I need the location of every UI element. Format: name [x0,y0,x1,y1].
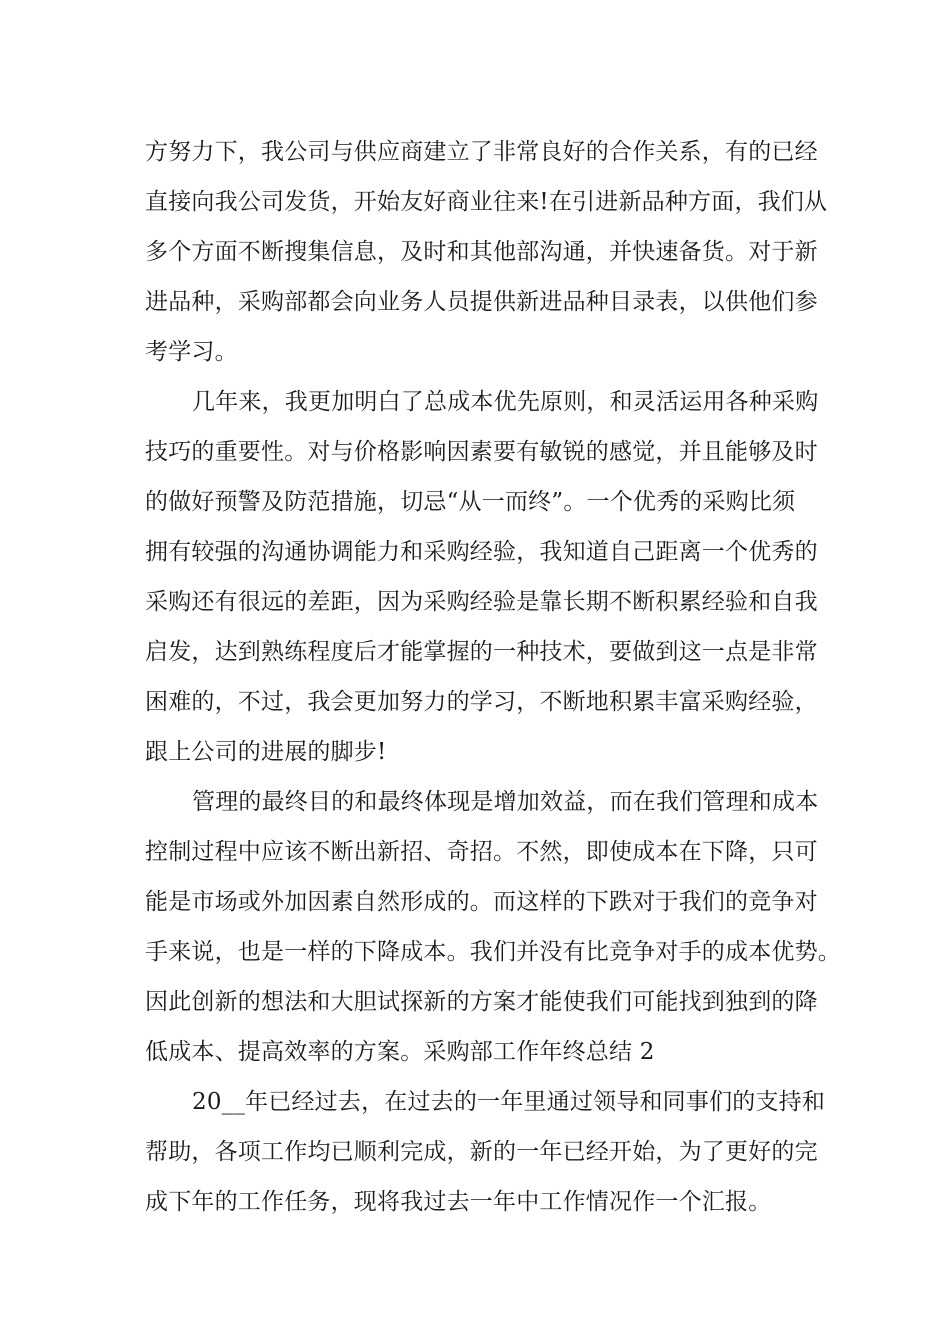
text-line: 控制过程中应该不断出新招、奇招。不然，即使成本在下降，只可 [145,839,818,865]
text-line: 方努力下，我公司与供应商建立了非常良好的合作关系，有的已经 [145,139,818,165]
text-line: 跟上公司的进展的脚步! [145,739,387,765]
text-line: 成下年的工作任务，现将我过去一年中工作情况作一个汇报。 [145,1189,772,1215]
text-line: 因此创新的想法和大胆试探新的方案才能使我们可能找到独到的降 [145,989,818,1015]
text-line: 采购还有很远的差距，因为采购经验是靠长期不断积累经验和自我 [145,589,818,615]
text-line: 拥有较强的沟通协调能力和采购经验，我知道自己距离一个优秀的 [145,539,818,565]
text-line: 技巧的重要性。对与价格影响因素要有敏锐的感觉，并且能够及时 [145,439,818,465]
text-line: 管理的最终目的和最终体现是增加效益，而在我们管理和成本 [192,789,819,815]
text-line: 低成本、提高效率的方案。采购部工作年终总结 2 [145,1039,655,1065]
text-line: 帮助，各项工作均已顺利完成，新的一年已经开始，为了更好的完 [145,1139,818,1165]
text-line: 几年来，我更加明白了总成本优先原则，和灵活运用各种采购 [192,389,819,415]
text-line: 考学习。 [145,339,238,365]
text-line: 手来说，也是一样的下降成本。我们并没有比竞争对手的成本优势。 [145,939,841,965]
text-line: 20__年已经过去，在过去的一年里通过领导和同事们的支持和 [192,1089,826,1115]
text-line: 多个方面不断搜集信息，及时和其他部沟通，并快速备货。对于新 [145,239,818,265]
text-line: 能是市场或外加因素自然形成的。而这样的下跌对于我们的竞争对 [145,889,818,915]
text-line: 困难的，不过，我会更加努力的学习，不断地积累丰富采购经验， [145,689,818,715]
text-line: 进品种，采购部都会向业务人员提供新进品种目录表，以供他们参 [145,289,818,315]
text-line: 启发，达到熟练程度后才能掌握的一种技术，要做到这一点是非常 [145,639,818,665]
text-line: 的做好预警及防范措施，切忌“从一而终”。一个优秀的采购比须 [145,489,796,515]
text-line: 直接向我公司发货，开始友好商业往来!在引进新品种方面，我们从 [145,189,828,215]
